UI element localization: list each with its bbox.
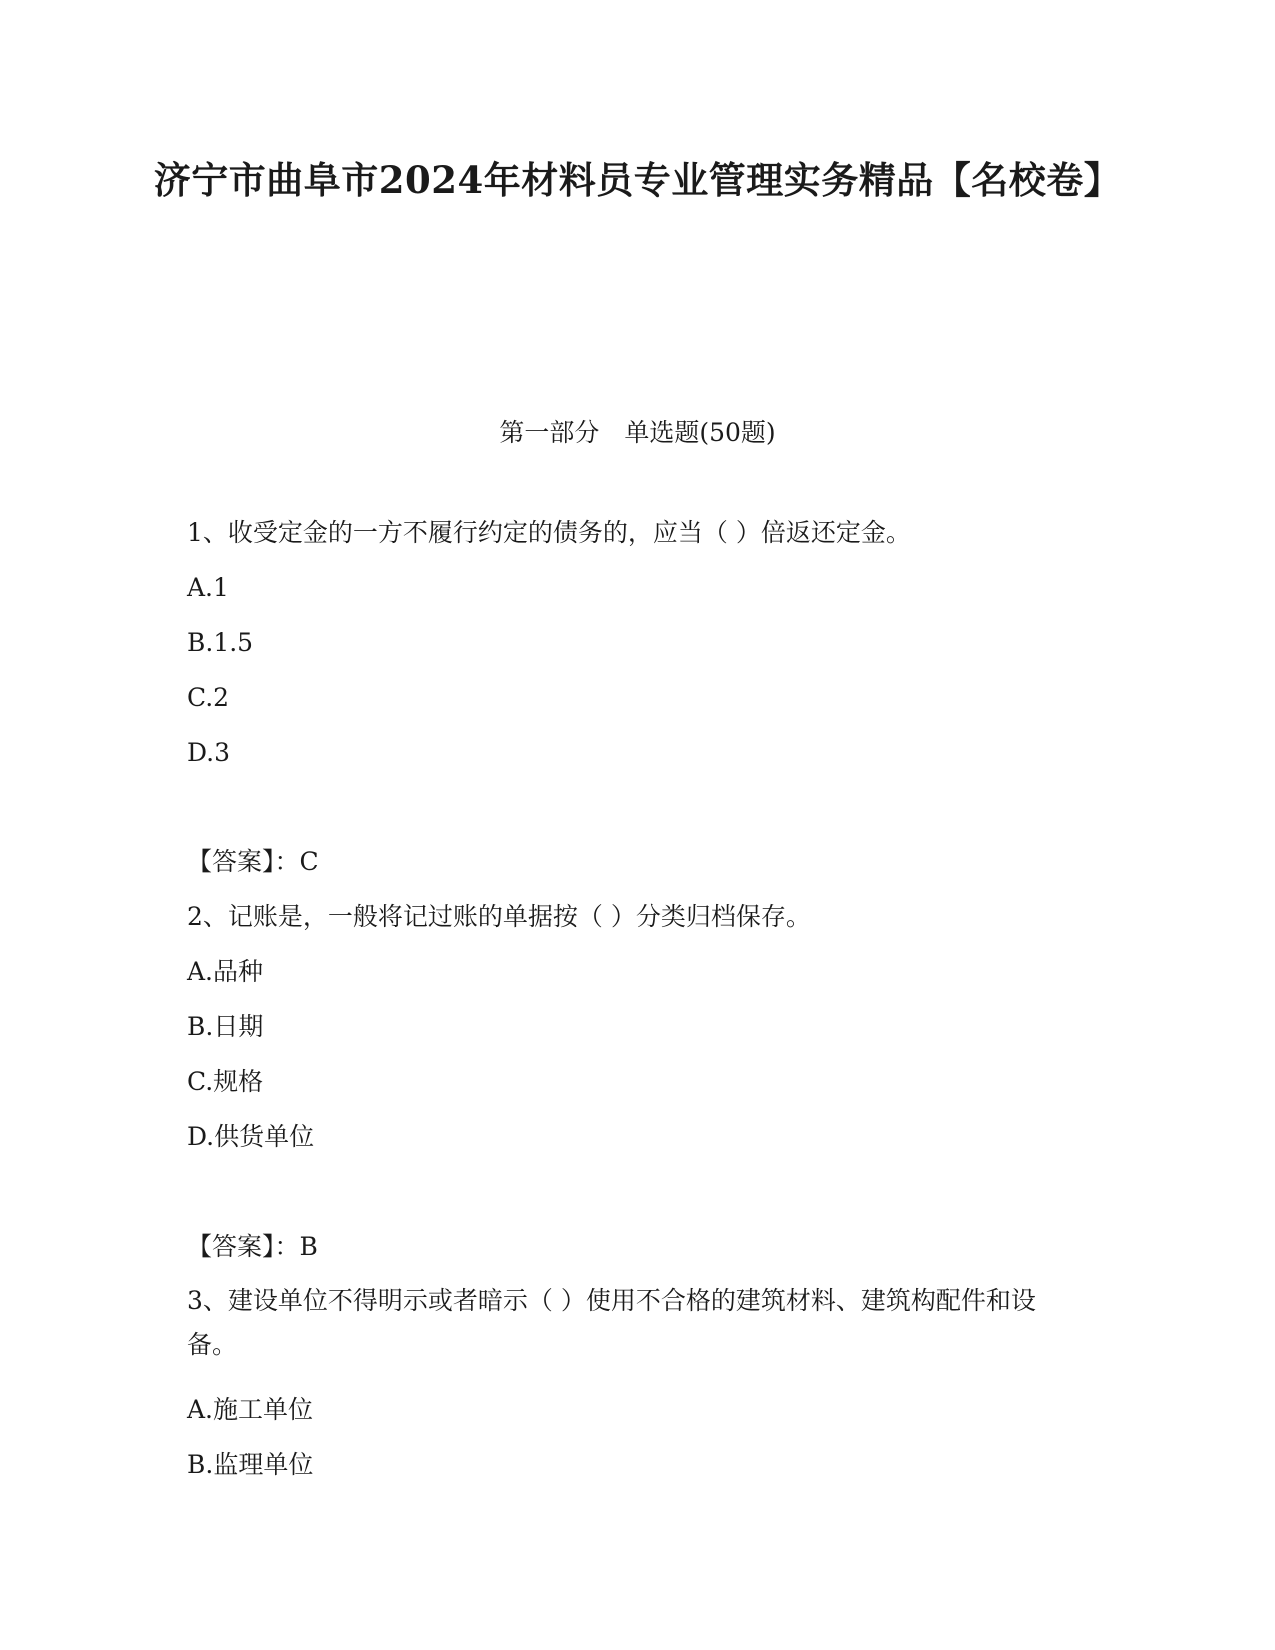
option-d: D.供货单位: [187, 1122, 315, 1151]
section-heading: 第一部分 单选题(50题): [499, 418, 776, 447]
option-d: D.3: [187, 738, 231, 767]
question-stem: 3、建设单位不得明示或者暗示（ ）使用不合格的建筑材料、建筑构配件和设备。: [187, 1286, 1036, 1359]
option-b: B.日期: [187, 1012, 264, 1041]
option-c: C.2: [187, 683, 230, 712]
option-b: B.监理单位: [187, 1450, 314, 1479]
question-stem: 2、记账是，一般将记过账的单据按（ ）分类归档保存。: [187, 902, 811, 931]
option-a: A.施工单位: [187, 1395, 314, 1424]
document-title: 济宁市曲阜市2024年材料员专业管理实务精品【名校卷】: [153, 158, 1122, 202]
option-a: A.品种: [187, 957, 264, 986]
answer: 【答案】：B: [187, 1232, 318, 1261]
option-b: B.1.5: [187, 628, 254, 657]
option-a: A.1: [187, 573, 229, 602]
option-c: C.规格: [187, 1067, 264, 1096]
question-stem: 1、收受定金的一方不履行约定的债务的，应当（ ）倍返还定金。: [187, 518, 911, 547]
answer: 【答案】：C: [187, 847, 319, 876]
